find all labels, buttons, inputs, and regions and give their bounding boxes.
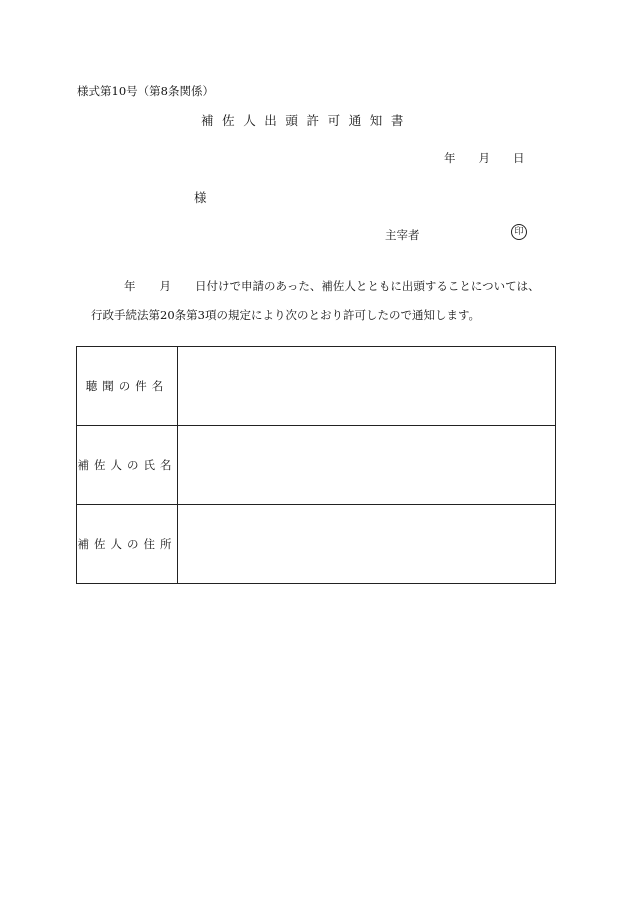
form-number: 様式第10号（第8条関係）: [77, 84, 214, 98]
body-line1-text: 日付けで申請のあった、補佐人とともに出頭することについては、: [195, 279, 540, 293]
hearing-case-label: 聴聞の件名: [77, 347, 178, 426]
assistant-name-label: 補佐人の氏名: [77, 426, 178, 505]
presider-label: 主宰者: [385, 228, 420, 242]
assistant-address-value[interactable]: [178, 505, 556, 584]
table-row: [77, 505, 556, 584]
table-row: [77, 347, 556, 426]
body-year-label: 年: [124, 279, 136, 293]
date-year-label: 年: [444, 151, 456, 165]
assistant-address-label: 補佐人の住所: [77, 505, 178, 584]
permission-details-table: [76, 346, 556, 584]
date-day-label: 日: [513, 151, 525, 165]
date-line: [444, 150, 525, 166]
assistant-name-value[interactable]: [178, 426, 556, 505]
table-row: [77, 426, 556, 505]
addressee-honorific: 様: [194, 190, 207, 205]
body-month-label: 月: [159, 279, 171, 293]
body-text-line-1: [124, 278, 540, 294]
hearing-case-value[interactable]: [178, 347, 556, 426]
document-title: 補佐人出頭許可通知書: [201, 113, 413, 128]
seal-mark-icon: 印: [511, 224, 527, 240]
body-text-line-2: 行政手続法第20条第3項の規定により次のとおり許可したので通知します。: [91, 308, 481, 322]
date-month-label: 月: [478, 151, 490, 165]
